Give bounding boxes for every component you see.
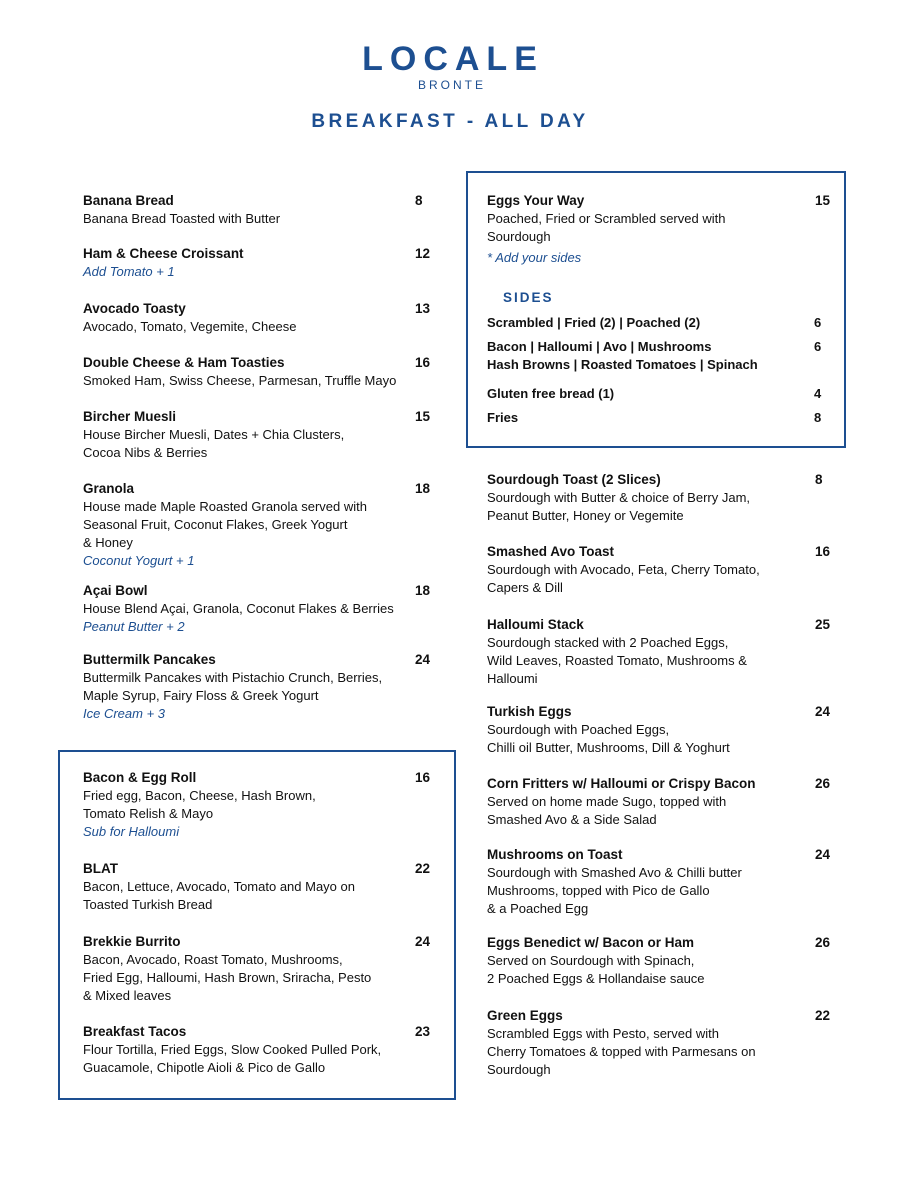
item-description: Wild Leaves, Roasted Tomato, Mushrooms & (487, 653, 747, 668)
brand-location: BRONTE (417, 78, 486, 92)
side-price: 6 (814, 315, 822, 330)
item-addon: Coconut Yogurt + 1 (83, 553, 195, 568)
item-price: 24 (815, 847, 831, 862)
item-price: 15 (815, 193, 831, 208)
item-description: Guacamole, Chipotle Aioli & Pico de Gallo (83, 1060, 326, 1075)
item-description: Capers & Dill (487, 580, 563, 595)
item-name: BLAT (83, 861, 118, 876)
item-description: Tomato Relish & Mayo (83, 806, 214, 821)
item-addon: Sub for Halloumi (83, 824, 180, 839)
item-description: Served on home made Sugo, topped with (487, 794, 727, 809)
menu-item-a-ai-bowl (83, 582, 443, 636)
item-description: Seasonal Fruit, Coconut Flakes, Greek Yogurt (83, 517, 348, 532)
menu-item-mushrooms-on-toast (487, 846, 847, 918)
item-description: Sourdough with Avocado, Feta, Cherry Tomato, (487, 562, 760, 577)
side-price: 8 (814, 410, 822, 425)
item-name: Brekkie Burrito (83, 934, 181, 949)
item-description: Toasted Turkish Bread (83, 897, 213, 912)
item-addon: * Add your sides (487, 250, 582, 265)
item-description: Smoked Ham, Swiss Cheese, Parmesan, Truffle Mayo (83, 373, 397, 388)
side-label: Scrambled | Fried (2) | Poached (2) (487, 315, 701, 330)
side-label: Hash Browns | Roasted Tomatoes | Spinach (487, 357, 758, 372)
item-description: Mushrooms, topped with Pico de Gallo (487, 883, 710, 898)
item-description: Sourdough with Butter & choice of Berry Jam, (487, 490, 751, 505)
item-name: Halloumi Stack (487, 617, 584, 632)
item-description: Fried egg, Bacon, Cheese, Hash Brown, (83, 788, 316, 803)
item-description: Sourdough with Poached Eggs, (487, 722, 670, 737)
item-price: 15 (415, 409, 431, 424)
item-price: 23 (415, 1024, 431, 1039)
item-description: Cherry Tomatoes & topped with Parmesans on (487, 1044, 756, 1059)
item-description: Sourdough (487, 229, 551, 244)
side-label: Bacon | Halloumi | Avo | Mushrooms (487, 339, 712, 354)
item-price: 8 (415, 193, 423, 208)
menu-item-turkish-eggs (487, 703, 847, 757)
side-price: 6 (814, 339, 822, 354)
item-description: Peanut Butter, Honey or Vegemite (487, 508, 684, 523)
item-description: Buttermilk Pancakes with Pistachio Crunch, Berries, (83, 670, 383, 685)
item-name: Mushrooms on Toast (487, 847, 623, 862)
item-name: Double Cheese & Ham Toasties (83, 355, 285, 370)
item-name: Ham & Cheese Croissant (83, 246, 244, 261)
item-price: 24 (815, 704, 831, 719)
item-addon: Peanut Butter + 2 (83, 619, 185, 634)
item-name: Smashed Avo Toast (487, 544, 615, 559)
item-price: 22 (415, 861, 431, 876)
side-label: Fries (487, 410, 519, 425)
menu-item-ham-cheese-croissant (83, 245, 443, 281)
menu-item-buttermilk-pancakes (83, 651, 443, 723)
item-description: Poached, Fried or Scrambled served with (487, 211, 726, 226)
item-description: Cocoa Nibs & Berries (83, 445, 208, 460)
menu-item-green-eggs (487, 1007, 847, 1079)
page-title: BREAKFAST - ALL DAY (311, 111, 589, 132)
item-name: Avocado Toasty (83, 301, 186, 316)
item-addon: Ice Cream + 3 (83, 706, 166, 721)
menu-item-avocado-toasty (83, 300, 443, 336)
item-description: Chilli oil Butter, Mushrooms, Dill & Yoghurt (487, 740, 730, 755)
item-description: Banana Bread Toasted with Butter (83, 211, 281, 226)
menu-item-eggs-your-way (487, 192, 847, 267)
menu-item-blat (83, 860, 443, 914)
side-row-hash-browns-roasted-tomatoes-spinach (487, 356, 827, 374)
menu-item-breakfast-tacos (83, 1023, 443, 1077)
item-name: Eggs Benedict w/ Bacon or Ham (487, 935, 695, 950)
item-description: Smashed Avo & a Side Salad (487, 812, 657, 827)
item-name: Banana Bread (83, 193, 174, 208)
item-name: Sourdough Toast (2 Slices) (487, 472, 661, 487)
menu-item-smashed-avo-toast (487, 543, 847, 597)
item-price: 26 (815, 776, 831, 791)
item-price: 26 (815, 935, 831, 950)
menu-item-bircher-muesli (83, 408, 443, 462)
item-description: Bacon, Lettuce, Avocado, Tomato and Mayo on (83, 879, 355, 894)
item-description: Maple Syrup, Fairy Floss & Greek Yogurt (83, 688, 319, 703)
item-description: Scrambled Eggs with Pesto, served with (487, 1026, 719, 1041)
item-addon: Add Tomato + 1 (83, 264, 175, 279)
brand-logo (0, 40, 900, 92)
item-price: 24 (415, 934, 431, 949)
sides-title: SIDES (503, 290, 554, 305)
item-price: 16 (815, 544, 831, 559)
item-description: & Mixed leaves (83, 988, 172, 1003)
item-name: Açai Bowl (83, 583, 148, 598)
menu-item-sourdough-toast-2-slices (487, 471, 847, 525)
item-price: 24 (415, 652, 431, 667)
item-description: Avocado, Tomato, Vegemite, Cheese (83, 319, 297, 334)
item-price: 18 (415, 583, 431, 598)
item-description: Sourdough (487, 1062, 551, 1077)
item-name: Bacon & Egg Roll (83, 770, 197, 785)
item-price: 25 (815, 617, 831, 632)
item-name: Breakfast Tacos (83, 1024, 187, 1039)
side-row-gluten-free-bread-1 (487, 385, 827, 403)
item-price: 16 (415, 355, 431, 370)
side-label: Gluten free bread (1) (487, 386, 615, 401)
side-price: 4 (814, 386, 822, 401)
item-description: Fried Egg, Halloumi, Hash Brown, Sriracha, Pesto (83, 970, 372, 985)
item-description: House Blend Açai, Granola, Coconut Flakes & Berries (83, 601, 394, 616)
menu-item-double-cheese-ham-toasties (83, 354, 443, 390)
side-row-bacon-halloumi-avo-mushrooms (487, 338, 827, 356)
item-description: Sourdough with Smashed Avo & Chilli butter (487, 865, 742, 880)
menu-item-banana-bread (83, 192, 443, 228)
item-name: Corn Fritters w/ Halloumi or Crispy Bacon (487, 776, 756, 791)
item-description: Served on Sourdough with Spinach, (487, 953, 695, 968)
item-name: Eggs Your Way (487, 193, 585, 208)
item-price: 18 (415, 481, 431, 496)
side-row-fries (487, 409, 827, 427)
menu-item-halloumi-stack (487, 616, 847, 688)
item-description: House Bircher Muesli, Dates + Chia Clusters, (83, 427, 345, 442)
item-description: Halloumi (487, 671, 538, 686)
item-price: 22 (815, 1008, 831, 1023)
item-name: Turkish Eggs (487, 704, 572, 719)
side-row-scrambled-fried-2-poached-2 (487, 314, 827, 332)
item-description: & a Poached Egg (487, 901, 589, 916)
item-price: 13 (415, 301, 431, 316)
item-price: 8 (815, 472, 823, 487)
menu-item-brekkie-burrito (83, 933, 443, 1005)
item-description: Sourdough stacked with 2 Poached Eggs, (487, 635, 729, 650)
item-description: Flour Tortilla, Fried Eggs, Slow Cooked Pulled Pork, (83, 1042, 382, 1057)
item-description: 2 Poached Eggs & Hollandaise sauce (487, 971, 705, 986)
brand-name: LOCALE (362, 40, 544, 78)
menu-item-bacon-egg-roll (83, 769, 443, 841)
item-name: Green Eggs (487, 1008, 563, 1023)
item-name: Granola (83, 481, 135, 496)
item-price: 12 (415, 246, 431, 261)
item-description: & Honey (83, 535, 133, 550)
menu-item-corn-fritters-w-halloumi-or-crispy-bacon (487, 775, 847, 829)
item-description: Bacon, Avocado, Roast Tomato, Mushrooms, (83, 952, 343, 967)
item-name: Buttermilk Pancakes (83, 652, 216, 667)
item-name: Bircher Muesli (83, 409, 177, 424)
item-price: 16 (415, 770, 431, 785)
menu-item-granola (83, 480, 443, 570)
menu-item-eggs-benedict-w-bacon-or-ham (487, 934, 847, 988)
item-description: House made Maple Roasted Granola served with (83, 499, 367, 514)
